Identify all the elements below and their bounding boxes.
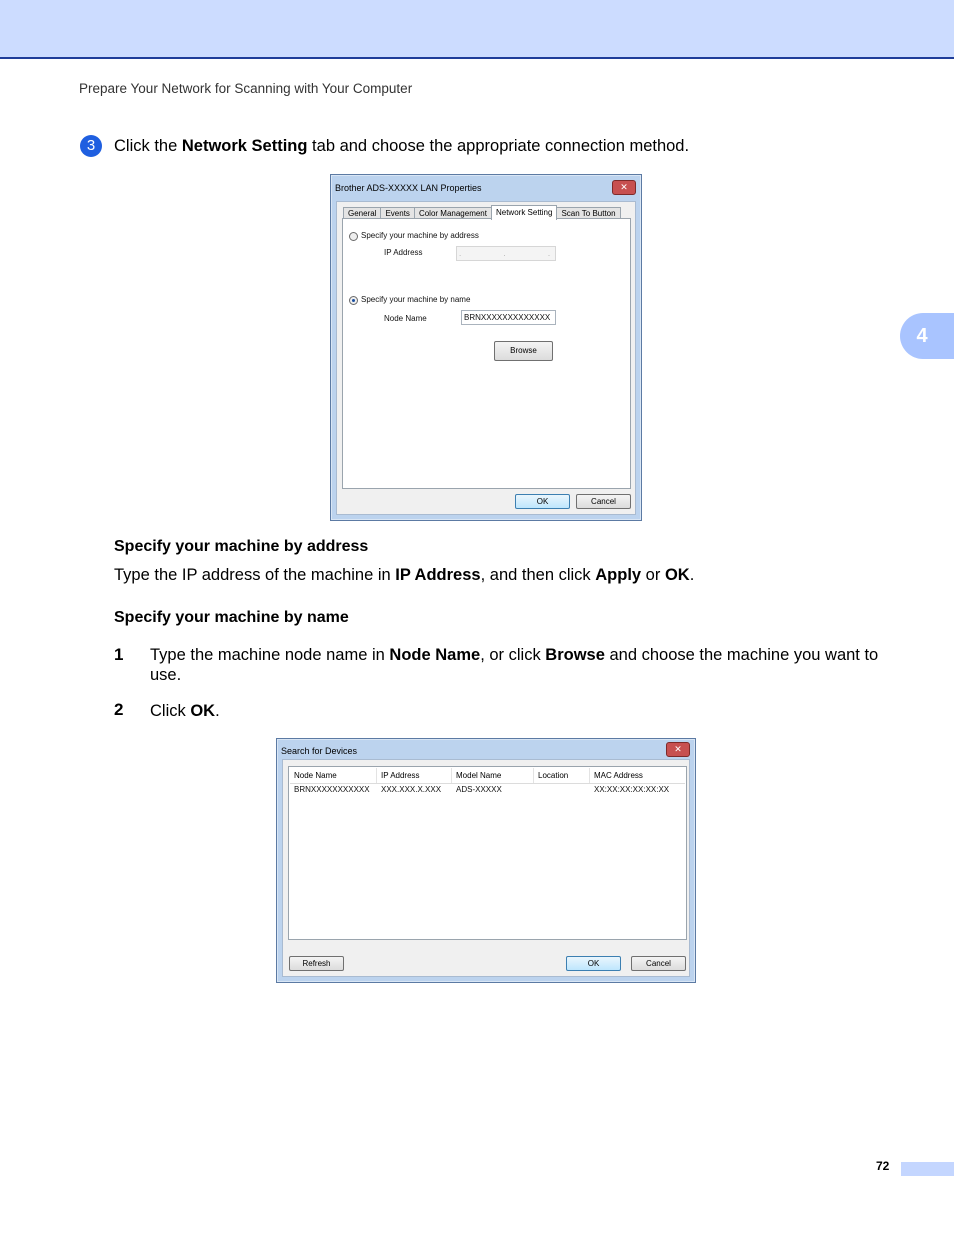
ip-address-field[interactable]: . . .: [456, 246, 556, 261]
chapter-tab: 4: [900, 313, 954, 359]
radio-by-name-label: Specify your machine by name: [361, 295, 471, 304]
radio-by-address[interactable]: [349, 232, 358, 241]
dialog-title: Brother ADS-XXXXX LAN Properties: [335, 183, 482, 193]
ok-button[interactable]: OK: [566, 956, 621, 971]
col-node-name[interactable]: Node Name: [290, 768, 377, 783]
dialog-title: Search for Devices: [281, 746, 358, 756]
dialog-body: [336, 201, 636, 515]
tab-color-management[interactable]: Color Management: [414, 207, 492, 220]
step-instruction: Click the Network Setting tab and choose the appropriate connection method.: [114, 137, 690, 155]
close-icon[interactable]: ✕: [612, 180, 636, 195]
running-title: Prepare Your Network for Scanning with Your Computer: [79, 81, 413, 96]
list-header: [290, 768, 685, 784]
col-ip-address[interactable]: IP Address: [377, 768, 452, 783]
cancel-button[interactable]: Cancel: [576, 494, 631, 509]
network-setting-panel: [342, 218, 631, 489]
page-number: 72: [876, 1159, 890, 1173]
tab-events[interactable]: Events: [380, 207, 414, 220]
heading-specify-by-address: Specify your machine by address: [114, 538, 369, 555]
list-item-2: Click OK.: [150, 702, 220, 720]
tab-scan-to-button[interactable]: Scan To Button: [556, 207, 620, 220]
cell-node-name: BRNXXXXXXXXXXX: [294, 785, 370, 794]
footer-bar: [901, 1162, 954, 1176]
col-mac-address[interactable]: MAC Address: [594, 771, 643, 780]
header-band: [0, 0, 954, 59]
cell-mac-address: XX:XX:XX:XX:XX:XX: [594, 785, 670, 794]
dialog-body: [282, 759, 690, 977]
cell-location: [534, 784, 590, 795]
heading-specify-by-name: Specify your machine by name: [114, 609, 349, 626]
radio-by-address-label: Specify your machine by address: [361, 231, 479, 240]
search-devices-dialog: [276, 738, 696, 983]
tab-strip: [343, 205, 620, 219]
address-instruction: Type the IP address of the machine in IP Address, and then click Apply or OK.: [114, 566, 695, 584]
list-number-1: 1: [114, 645, 124, 664]
browse-button[interactable]: Browse: [494, 341, 553, 361]
step-number-marker: 3: [80, 135, 102, 157]
refresh-button[interactable]: Refresh: [289, 956, 344, 971]
node-name-input[interactable]: BRNXXXXXXXXXXXXX: [461, 310, 556, 325]
device-list[interactable]: [288, 766, 687, 940]
tab-general[interactable]: General: [343, 207, 381, 220]
col-model-name[interactable]: Model Name: [452, 768, 534, 783]
close-icon[interactable]: ✕: [666, 742, 690, 757]
table-row[interactable]: [290, 784, 685, 795]
cancel-button[interactable]: Cancel: [631, 956, 686, 971]
col-location[interactable]: Location: [534, 768, 590, 783]
cell-ip-address: XXX.XXX.X.XXX: [381, 785, 442, 794]
cell-model-name: ADS-XXXXX: [456, 785, 502, 794]
tab-network-setting[interactable]: Network Setting: [491, 205, 557, 220]
radio-by-name[interactable]: [349, 296, 358, 305]
node-name-label: Node Name: [384, 314, 427, 323]
lan-properties-dialog: [330, 174, 642, 521]
ip-address-label: IP Address: [384, 248, 423, 257]
list-item-1: Type the machine node name in Node Name, or click Browse and choose the machine you want to use.: [150, 646, 879, 684]
ok-button[interactable]: OK: [515, 494, 570, 509]
list-number-2: 2: [114, 700, 124, 719]
